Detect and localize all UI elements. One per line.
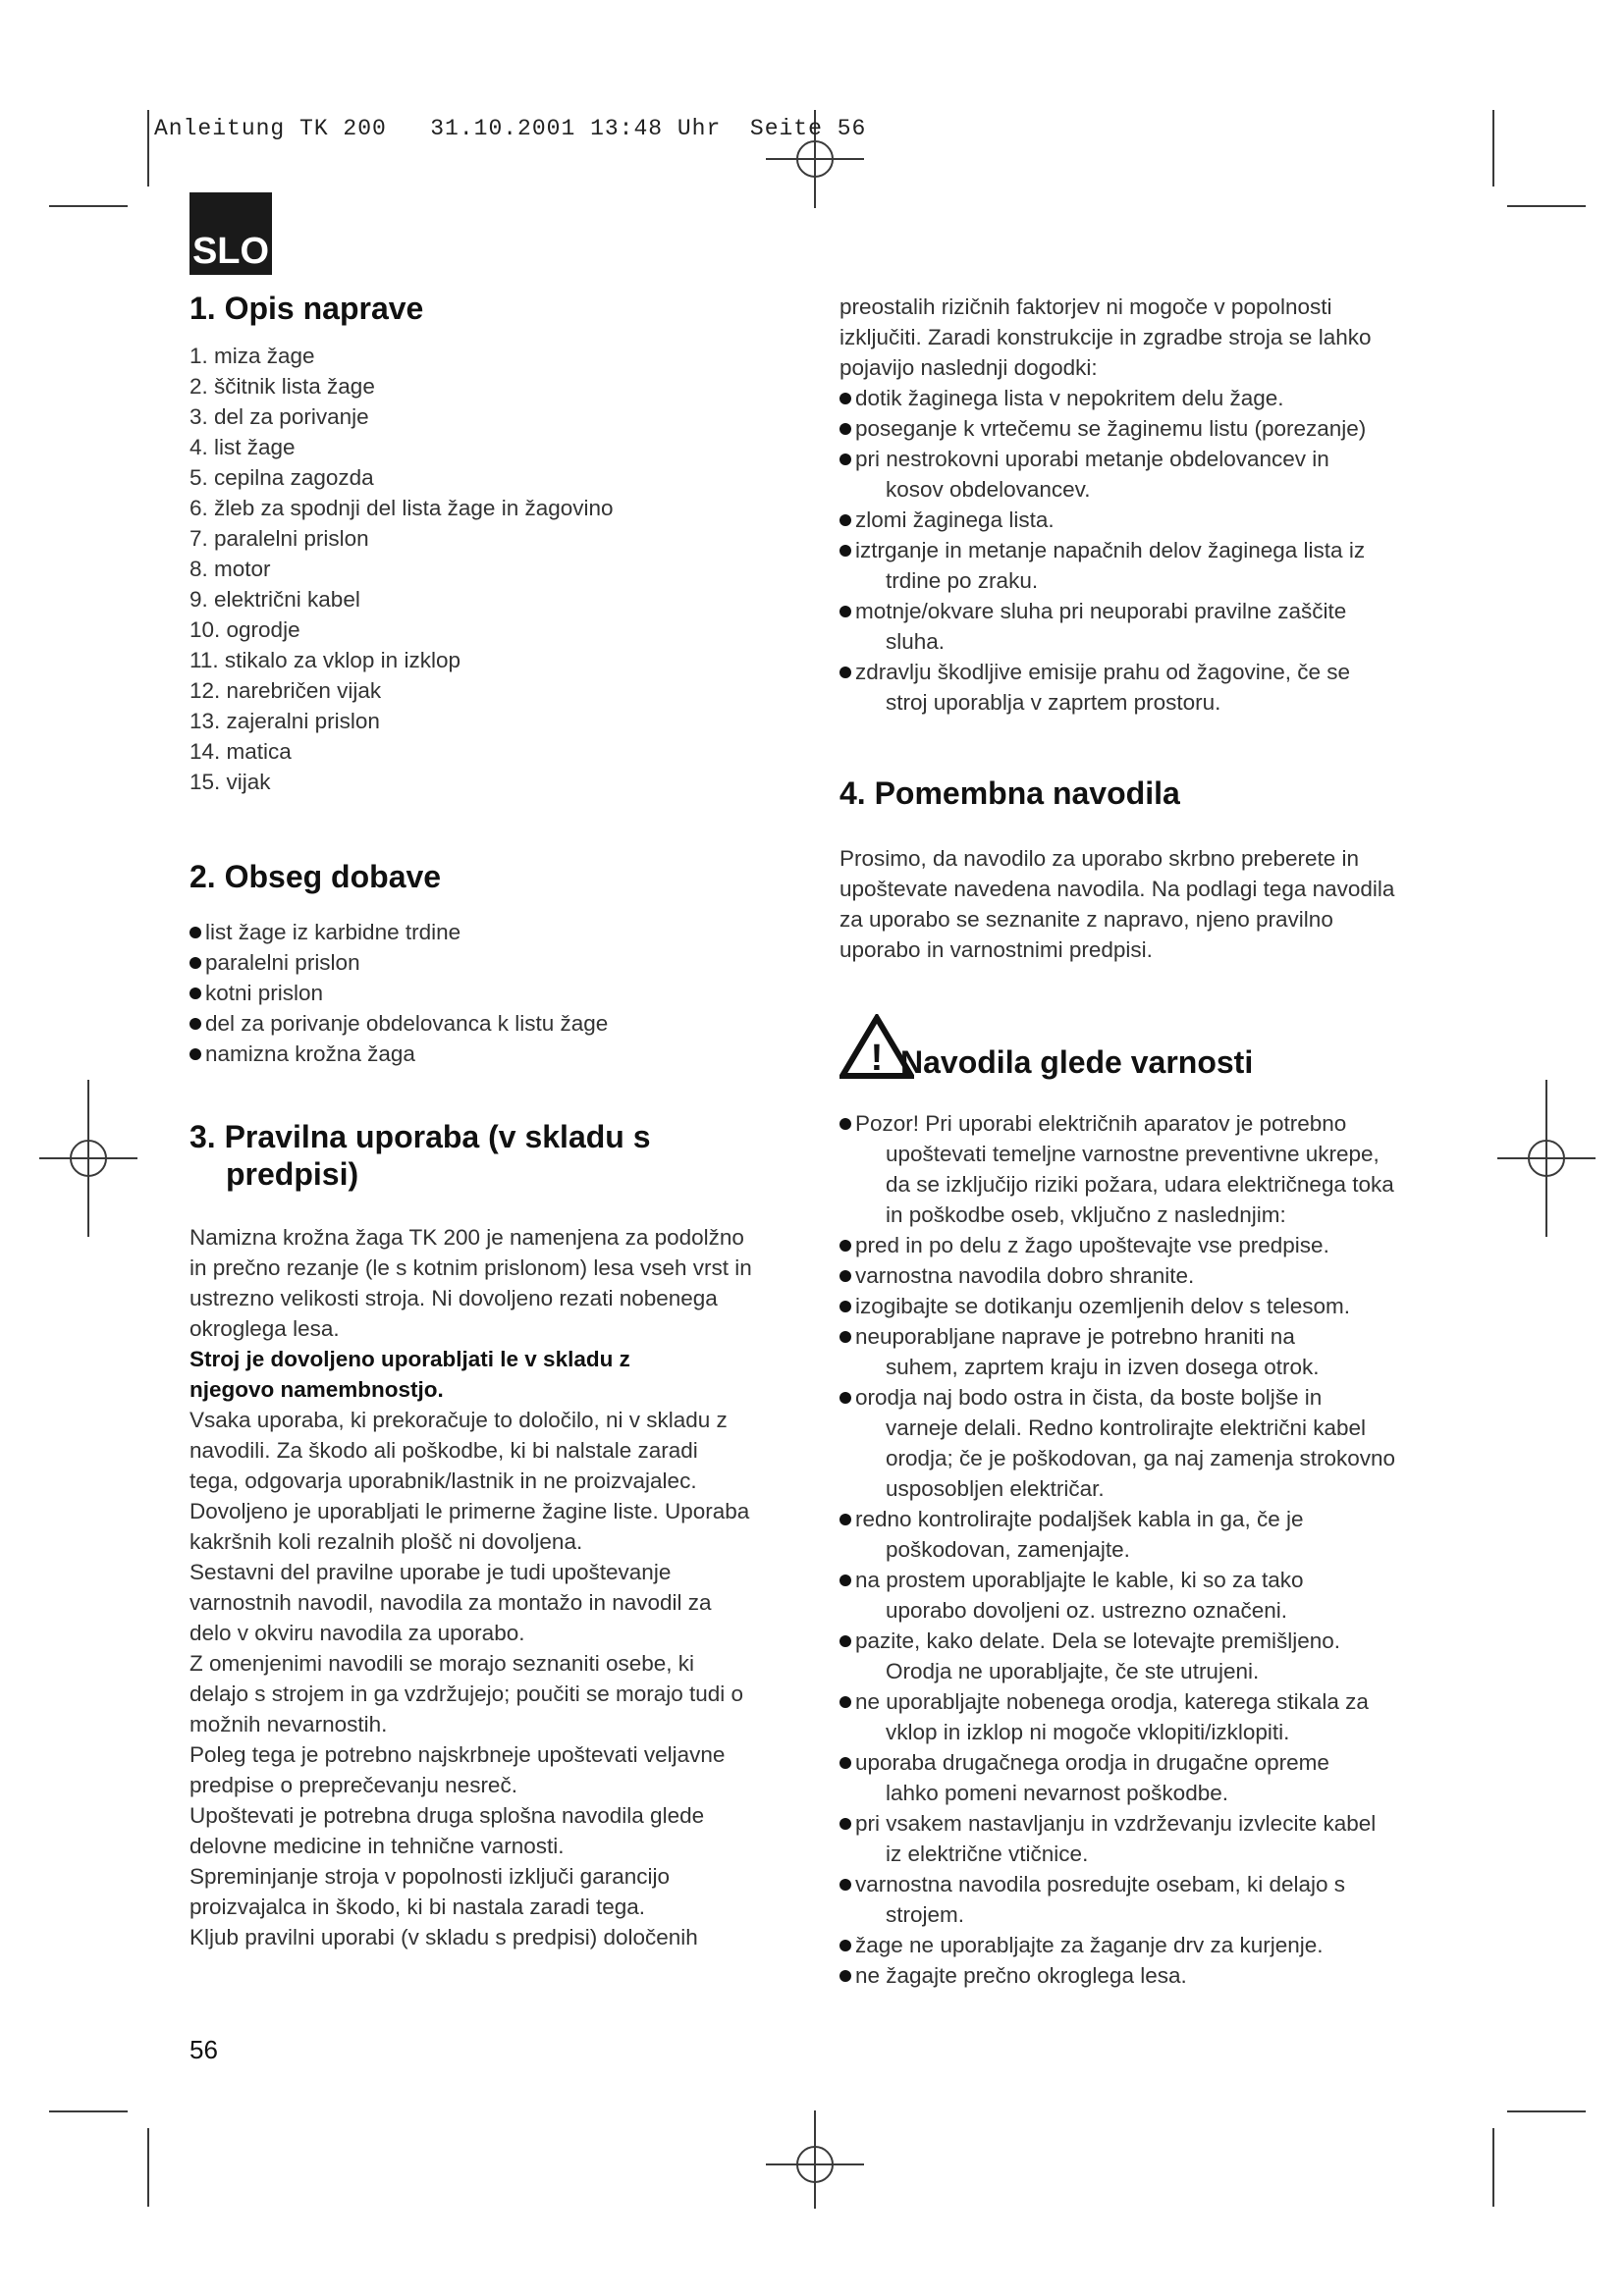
list-item: 14. matica xyxy=(189,739,292,764)
list-item: varnostna navodila dobro shranite. xyxy=(839,1260,1448,1291)
section-3-body: Namizna krožna žaga TK 200 je namenjena za podolžno in prečno rezanje (le s kotnim prislonom) lesa vseh vrst in ustrezno velikosti stroja. Ni dovoljeno rezati nobenega okroglega lesa. Stroj je dovoljeno uporabljati le v skladu z njegovo namembnostjo. Vsaka uporaba, ki prekoračuje to določilo, ni v skladu z navodili. Za škodo ali poškodbe, ki bi nalstale zaradi tega, odgovarja uporabnik/lastnik in ne proizvajalec. Dovoljeno je uporabljati le primerne žagine liste. Uporaba kakršnih koli rezalnih plošč ni dovoljena. Sestavni del pravilne uporabe je tudi upoštevanje varnostnih navodil, navodila za montažo in navodil za delo v okviru navodila za uporabo. Z omenjenimi navodili se morajo seznaniti osebe, ki delajo s strojem in ga vzdržujejo; poučiti se morajo tudi o možnih nevarnostih. Poleg tega je potrebno najskrbneje upoštevati veljavne predpise o preprečevanju nesreč. Upoštevati je potrebna druga splošna navodila glede delovne medicine in tehnične varnosti. Spreminjanje stroja v popolnosti izključi garancijo proizvajalca in škodo, ki bi nastala zaradi tega. Kljub pravilni uporabi (v skladu s predpisi) določenih xyxy=(189,1225,752,1949)
list-item: kotni prislon xyxy=(189,978,798,1008)
list-item: 12. narebričen vijak xyxy=(189,678,382,703)
crop-mark xyxy=(147,2128,149,2207)
list-item: 6. žleb za spodnji del lista žage in žagovino xyxy=(189,496,614,520)
list-item: pri vsakem nastavljanju in vzdrževanju izvlecite kabel iz električne vtičnice. xyxy=(839,1808,1448,1869)
list-item: 13. zajeralni prislon xyxy=(189,709,380,733)
list-item: 1. miza žage xyxy=(189,344,315,368)
list-item: pazite, kako delate. Dela se lotevajte premišljeno. Orodja ne uporabljajte, če ste utrujeni. xyxy=(839,1626,1448,1686)
crop-mark xyxy=(1492,2128,1494,2207)
list-item: 9. električni kabel xyxy=(189,587,360,612)
left-column xyxy=(189,285,798,1952)
section-2-title: 2. Obseg dobave xyxy=(189,859,442,894)
svg-text:!: ! xyxy=(870,1038,884,1079)
list-item: žage ne uporabljajte za žaganje drv za kurjenje. xyxy=(839,1930,1448,1960)
list-item: paralelni prislon xyxy=(189,947,798,978)
list-item: zdravlju škodljive emisije prahu od žagovine, če se stroj uporablja v zaprtem prostoru. xyxy=(839,657,1448,718)
list-item: redno kontrolirajte podaljšek kabla in ga, če je poškodovan, zamenjajte. xyxy=(839,1504,1448,1565)
list-item: ne žagajte prečno okroglega lesa. xyxy=(839,1960,1448,1991)
section-4-title: 4. Pomembna navodila xyxy=(839,775,1180,811)
continued-text: preostalih rizičnih faktorjev ni mogoče v popolnosti izključiti. Zaradi konstrukcije in zgradbe stroja se lahko pojavijo naslednji dogodki: xyxy=(839,294,1372,380)
page-number: 56 xyxy=(189,2035,218,2064)
list-item: 11. stikalo za vklop in izklop xyxy=(189,648,460,672)
crop-mark xyxy=(147,110,149,187)
list-item: pri nestrokovni uporabi metanje obdelovancev in kosov obdelovancev. xyxy=(839,444,1448,505)
section-4-body: Prosimo, da navodilo za uporabo skrbno preberete in upoštevate navedena navodila. Na podlagi tega navodila za uporabo se seznanite z napravo, njeno pravilno uporabo in varnostnimi predpisi. xyxy=(839,846,1395,962)
supply-list xyxy=(189,917,798,1069)
list-item: Pozor! Pri uporabi električnih aparatov je potrebno upoštevati temeljne varnostne preventivne ukrepe, da se izključijo riziki požara, udara električnega toka in poškodbe oseb, vključno z naslednjim: xyxy=(839,1108,1448,1230)
section-1-title: 1. Opis naprave xyxy=(189,291,424,326)
parts-list xyxy=(189,341,798,797)
safety-heading xyxy=(839,1014,1448,1079)
list-item: poseganje k vrtečemu se žaginemu listu (porezanje) xyxy=(839,413,1448,444)
section-3-title: 3. Pravilna uporaba (v skladu s predpisi) xyxy=(189,1119,651,1192)
list-item: 5. cepilna zagozda xyxy=(189,465,374,490)
list-item: 10. ogrodje xyxy=(189,617,300,642)
print-slug: Anleitung TK 200 31.10.2001 13:48 Uhr Seite 56 xyxy=(154,116,867,141)
crop-mark xyxy=(1507,2110,1586,2112)
registration-mark-icon xyxy=(761,2110,869,2209)
crop-mark xyxy=(1507,205,1586,207)
list-item: iztrganje in metanje napačnih delov žaginega lista iz trdine po zraku. xyxy=(839,535,1448,596)
right-column xyxy=(839,292,1448,1991)
safety-list xyxy=(839,1108,1448,1991)
list-item: list žage iz karbidne trdine xyxy=(189,917,798,947)
list-item: ne uporabljajte nobenega orodja, katerega stikala za vklop in izklop ni mogoče vklopiti/izklopiti. xyxy=(839,1686,1448,1747)
list-item: varnostna navodila posredujte osebam, ki delajo s strojem. xyxy=(839,1869,1448,1930)
list-item: 7. paralelni prislon xyxy=(189,526,369,551)
list-item: 4. list žage xyxy=(189,435,296,459)
crop-mark xyxy=(49,205,128,207)
list-item: izogibajte se dotikanju ozemljenih delov s telesom. xyxy=(839,1291,1448,1321)
list-item: motnje/okvare sluha pri neuporabi pravilne zaščite sluha. xyxy=(839,596,1448,657)
list-item: orodja naj bodo ostra in čista, da boste boljše in varneje delali. Redno kontrolirajte električni kabel orodja; če je poškodovan, ga naj zamenja strokovno usposobljen električar. xyxy=(839,1382,1448,1504)
list-item: 8. motor xyxy=(189,557,271,581)
list-item: neuporabljane naprave je potrebno hraniti na suhem, zaprtem kraju in izven dosega otrok. xyxy=(839,1321,1448,1382)
section-5-title: Navodila glede varnosti xyxy=(900,1044,1254,1080)
list-item: zlomi žaginega lista. xyxy=(839,505,1448,535)
registration-mark-icon xyxy=(39,1080,137,1237)
language-badge: SLO xyxy=(189,192,272,275)
list-item: 3. del za porivanje xyxy=(189,404,369,429)
list-item: uporaba drugačnega orodja in drugačne opreme lahko pomeni nevarnost poškodbe. xyxy=(839,1747,1448,1808)
list-item: dotik žaginega lista v nepokritem delu žage. xyxy=(839,383,1448,413)
crop-mark xyxy=(1492,110,1494,187)
crop-mark xyxy=(49,2110,128,2112)
list-item: namizna krožna žaga xyxy=(189,1039,798,1069)
list-item: pred in po delu z žago upoštevajte vse predpise. xyxy=(839,1230,1448,1260)
risk-list xyxy=(839,383,1448,718)
list-item: 15. vijak xyxy=(189,770,271,794)
registration-mark-icon xyxy=(1497,1080,1596,1237)
list-item: del za porivanje obdelovanca k listu žage xyxy=(189,1008,798,1039)
list-item: na prostem uporabljajte le kable, ki so za tako uporabo dovoljeni oz. ustrezno označeni. xyxy=(839,1565,1448,1626)
list-item: 2. ščitnik lista žage xyxy=(189,374,375,399)
